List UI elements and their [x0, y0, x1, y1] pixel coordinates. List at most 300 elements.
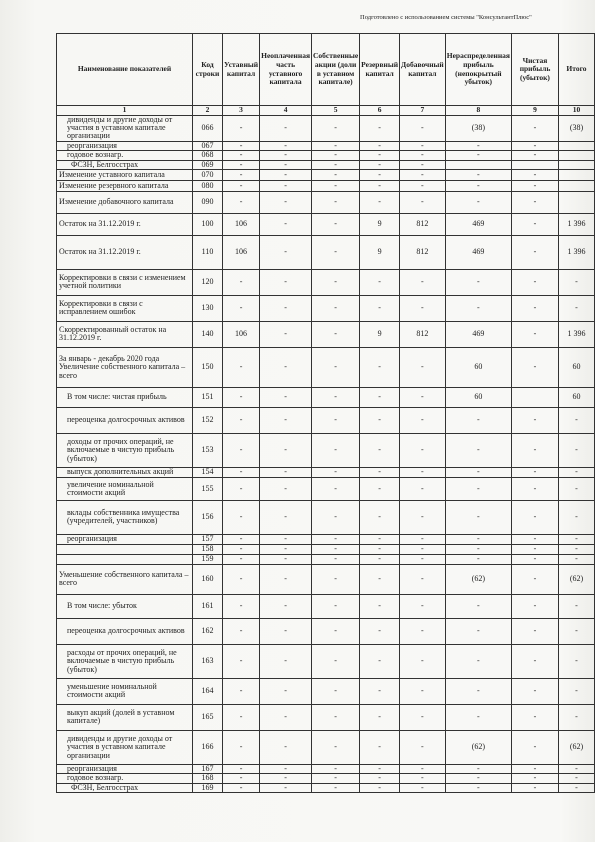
- cell-net-profit: -: [511, 594, 558, 618]
- table-row: [57, 180, 595, 191]
- cell-net-profit: -: [511, 500, 558, 534]
- cell-total: -: [558, 269, 594, 295]
- table-row: [57, 554, 595, 564]
- table-body: [57, 115, 595, 793]
- table-row: [57, 387, 595, 407]
- cell-unpaid-capital: -: [260, 295, 312, 321]
- cell-own-shares: -: [312, 544, 360, 554]
- table-row: [57, 764, 595, 773]
- cell-unpaid-capital: -: [260, 467, 312, 477]
- table-row: [57, 544, 595, 554]
- cell-reserve-capital: -: [360, 115, 400, 141]
- cell-net-profit: -: [511, 433, 558, 467]
- cell-net-profit: -: [511, 764, 558, 773]
- cell-reserve-capital: -: [360, 544, 400, 554]
- column-number-row: [57, 106, 595, 116]
- row-code: 161: [193, 594, 223, 618]
- cell-net-profit: -: [511, 564, 558, 594]
- cell-authorized-capital: -: [223, 169, 260, 180]
- cell-additional-capital: -: [400, 407, 446, 433]
- cell-net-profit: -: [511, 180, 558, 191]
- cell-total: 60: [558, 387, 594, 407]
- cell-unpaid-capital: -: [260, 477, 312, 500]
- table-row: [57, 160, 595, 169]
- cell-unpaid-capital: -: [260, 764, 312, 773]
- cell-unpaid-capital: -: [260, 500, 312, 534]
- cell-net-profit: -: [511, 467, 558, 477]
- row-code: 154: [193, 467, 223, 477]
- cell-additional-capital: -: [400, 594, 446, 618]
- cell-retained-earnings: -: [445, 151, 511, 160]
- cell-own-shares: -: [312, 774, 360, 783]
- row-name: реорганизация: [57, 764, 193, 773]
- table-row: [57, 564, 595, 594]
- row-name: реорганизация: [57, 534, 193, 544]
- cell-reserve-capital: -: [360, 387, 400, 407]
- cell-unpaid-capital: -: [260, 534, 312, 544]
- cell-own-shares: -: [312, 554, 360, 564]
- table-row: [57, 151, 595, 160]
- cell-reserve-capital: -: [360, 564, 400, 594]
- row-code: 157: [193, 534, 223, 544]
- cell-own-shares: -: [312, 160, 360, 169]
- cell-own-shares: -: [312, 704, 360, 730]
- row-name: За январь - декабрь 2020 года Увеличение собственного капитала – всего: [57, 347, 193, 387]
- header-note: Подготовлено с использованием системы "КонсультантПлюс": [360, 14, 532, 21]
- table-row: [57, 433, 595, 467]
- col-number: 3: [223, 106, 260, 116]
- cell-additional-capital: -: [400, 477, 446, 500]
- cell-unpaid-capital: -: [260, 678, 312, 704]
- cell-unpaid-capital: -: [260, 321, 312, 347]
- cell-authorized-capital: -: [223, 151, 260, 160]
- cell-own-shares: -: [312, 269, 360, 295]
- row-name: ФСЗН, Белгосстрах: [57, 160, 193, 169]
- cell-unpaid-capital: -: [260, 160, 312, 169]
- col-header-retained-earnings: Нераспределенная прибыль (непокрытый убыток): [445, 34, 511, 106]
- row-code: 168: [193, 774, 223, 783]
- cell-net-profit: -: [511, 169, 558, 180]
- cell-unpaid-capital: -: [260, 387, 312, 407]
- cell-reserve-capital: 9: [360, 235, 400, 269]
- row-code: 155: [193, 477, 223, 500]
- cell-reserve-capital: -: [360, 500, 400, 534]
- cell-unpaid-capital: -: [260, 141, 312, 150]
- cell-additional-capital: -: [400, 295, 446, 321]
- cell-reserve-capital: -: [360, 160, 400, 169]
- cell-own-shares: -: [312, 500, 360, 534]
- col-header-additional-capital: Добавочный капитал: [400, 34, 446, 106]
- cell-authorized-capital: -: [223, 433, 260, 467]
- cell-net-profit: -: [511, 321, 558, 347]
- row-name: увеличение номинальной стоимости акций: [57, 477, 193, 500]
- cell-total: [558, 160, 594, 169]
- cell-authorized-capital: -: [223, 500, 260, 534]
- cell-retained-earnings: -: [445, 269, 511, 295]
- cell-additional-capital: -: [400, 564, 446, 594]
- cell-unpaid-capital: -: [260, 115, 312, 141]
- row-name: Остаток на 31.12.2019 г.: [57, 213, 193, 235]
- cell-unpaid-capital: -: [260, 730, 312, 764]
- cell-own-shares: -: [312, 213, 360, 235]
- row-name: Изменение уставного капитала: [57, 169, 193, 180]
- cell-retained-earnings: -: [445, 180, 511, 191]
- row-name: Остаток на 31.12.2019 г.: [57, 235, 193, 269]
- cell-total: [558, 180, 594, 191]
- cell-own-shares: -: [312, 594, 360, 618]
- cell-total: -: [558, 594, 594, 618]
- cell-own-shares: -: [312, 235, 360, 269]
- cell-additional-capital: -: [400, 544, 446, 554]
- cell-additional-capital: -: [400, 180, 446, 191]
- table-row: [57, 191, 595, 213]
- cell-total: (38): [558, 115, 594, 141]
- cell-additional-capital: -: [400, 169, 446, 180]
- cell-reserve-capital: -: [360, 180, 400, 191]
- cell-own-shares: -: [312, 407, 360, 433]
- cell-total: [558, 169, 594, 180]
- table-row: [57, 169, 595, 180]
- cell-additional-capital: -: [400, 500, 446, 534]
- cell-retained-earnings: 60: [445, 387, 511, 407]
- row-code: 165: [193, 704, 223, 730]
- cell-total: -: [558, 554, 594, 564]
- row-code: 166: [193, 730, 223, 764]
- cell-reserve-capital: -: [360, 433, 400, 467]
- cell-total: [558, 191, 594, 213]
- cell-own-shares: -: [312, 467, 360, 477]
- table-row: [57, 141, 595, 150]
- cell-authorized-capital: -: [223, 730, 260, 764]
- col-number: 7: [400, 106, 446, 116]
- cell-total: (62): [558, 564, 594, 594]
- col-header-own-shares: Собственные акции (доли в уставном капитале): [312, 34, 360, 106]
- col-number: 6: [360, 106, 400, 116]
- cell-retained-earnings: 60: [445, 347, 511, 387]
- col-number: 10: [558, 106, 594, 116]
- row-name: [57, 544, 193, 554]
- cell-net-profit: -: [511, 295, 558, 321]
- cell-retained-earnings: 469: [445, 321, 511, 347]
- cell-retained-earnings: (38): [445, 115, 511, 141]
- cell-reserve-capital: -: [360, 534, 400, 544]
- cell-authorized-capital: -: [223, 704, 260, 730]
- cell-additional-capital: -: [400, 115, 446, 141]
- cell-authorized-capital: -: [223, 764, 260, 773]
- cell-reserve-capital: -: [360, 678, 400, 704]
- row-name: годовое вознагр.: [57, 151, 193, 160]
- cell-total: -: [558, 618, 594, 644]
- cell-own-shares: -: [312, 564, 360, 594]
- table-row: [57, 407, 595, 433]
- cell-retained-earnings: -: [445, 644, 511, 678]
- table-row: [57, 618, 595, 644]
- cell-unpaid-capital: -: [260, 564, 312, 594]
- cell-own-shares: -: [312, 151, 360, 160]
- cell-own-shares: -: [312, 321, 360, 347]
- row-code: 151: [193, 387, 223, 407]
- row-code: 070: [193, 169, 223, 180]
- row-code: 069: [193, 160, 223, 169]
- cell-authorized-capital: -: [223, 783, 260, 792]
- table-row: [57, 477, 595, 500]
- cell-reserve-capital: -: [360, 594, 400, 618]
- cell-net-profit: [511, 160, 558, 169]
- cell-reserve-capital: -: [360, 477, 400, 500]
- cell-authorized-capital: -: [223, 477, 260, 500]
- cell-additional-capital: 812: [400, 213, 446, 235]
- cell-additional-capital: -: [400, 783, 446, 792]
- row-name: [57, 554, 193, 564]
- cell-additional-capital: -: [400, 160, 446, 169]
- row-name: Корректировки в связи с исправлением ошибок: [57, 295, 193, 321]
- cell-reserve-capital: -: [360, 618, 400, 644]
- cell-reserve-capital: -: [360, 169, 400, 180]
- col-header-total: Итого: [558, 34, 594, 106]
- row-name: Изменение резервного капитала: [57, 180, 193, 191]
- col-header-net-profit: Чистая прибыль (убыток): [511, 34, 558, 106]
- col-number: 5: [312, 106, 360, 116]
- cell-authorized-capital: 106: [223, 213, 260, 235]
- row-code: 169: [193, 783, 223, 792]
- cell-authorized-capital: -: [223, 295, 260, 321]
- cell-authorized-capital: -: [223, 534, 260, 544]
- cell-total: -: [558, 534, 594, 544]
- cell-authorized-capital: -: [223, 618, 260, 644]
- cell-net-profit: -: [511, 704, 558, 730]
- cell-authorized-capital: -: [223, 467, 260, 477]
- cell-total: [558, 151, 594, 160]
- cell-unpaid-capital: -: [260, 213, 312, 235]
- row-name: вклады собственника имущества (учредителей, участников): [57, 500, 193, 534]
- cell-retained-earnings: -: [445, 594, 511, 618]
- cell-own-shares: -: [312, 534, 360, 544]
- cell-retained-earnings: -: [445, 544, 511, 554]
- table-row: [57, 347, 595, 387]
- cell-reserve-capital: 9: [360, 213, 400, 235]
- cell-net-profit: -: [511, 783, 558, 792]
- cell-own-shares: -: [312, 295, 360, 321]
- row-code: 120: [193, 269, 223, 295]
- cell-retained-earnings: [445, 160, 511, 169]
- cell-total: -: [558, 678, 594, 704]
- cell-own-shares: -: [312, 477, 360, 500]
- cell-retained-earnings: -: [445, 141, 511, 150]
- table-row: [57, 774, 595, 783]
- cell-authorized-capital: -: [223, 191, 260, 213]
- table-row: [57, 678, 595, 704]
- cell-net-profit: -: [511, 544, 558, 554]
- cell-authorized-capital: -: [223, 564, 260, 594]
- cell-total: -: [558, 783, 594, 792]
- cell-own-shares: -: [312, 387, 360, 407]
- row-code: 158: [193, 544, 223, 554]
- cell-additional-capital: 812: [400, 321, 446, 347]
- cell-retained-earnings: -: [445, 477, 511, 500]
- cell-net-profit: -: [511, 235, 558, 269]
- table-row: [57, 704, 595, 730]
- cell-own-shares: -: [312, 141, 360, 150]
- row-name: годовое вознагр.: [57, 774, 193, 783]
- cell-retained-earnings: 469: [445, 213, 511, 235]
- row-code: 130: [193, 295, 223, 321]
- cell-total: -: [558, 544, 594, 554]
- cell-reserve-capital: -: [360, 783, 400, 792]
- cell-retained-earnings: -: [445, 433, 511, 467]
- cell-unpaid-capital: -: [260, 191, 312, 213]
- row-code: 110: [193, 235, 223, 269]
- cell-own-shares: -: [312, 783, 360, 792]
- cell-reserve-capital: -: [360, 704, 400, 730]
- cell-retained-earnings: -: [445, 295, 511, 321]
- cell-additional-capital: -: [400, 151, 446, 160]
- cell-unpaid-capital: -: [260, 407, 312, 433]
- cell-authorized-capital: -: [223, 544, 260, 554]
- cell-retained-earnings: (62): [445, 730, 511, 764]
- cell-authorized-capital: -: [223, 594, 260, 618]
- row-code: 162: [193, 618, 223, 644]
- cell-additional-capital: -: [400, 347, 446, 387]
- row-code: 167: [193, 764, 223, 773]
- cell-authorized-capital: -: [223, 115, 260, 141]
- cell-reserve-capital: -: [360, 774, 400, 783]
- col-number: 4: [260, 106, 312, 116]
- cell-total: -: [558, 467, 594, 477]
- row-code: 068: [193, 151, 223, 160]
- cell-unpaid-capital: -: [260, 554, 312, 564]
- table-row: [57, 269, 595, 295]
- cell-retained-earnings: -: [445, 467, 511, 477]
- cell-additional-capital: -: [400, 618, 446, 644]
- cell-additional-capital: -: [400, 141, 446, 150]
- cell-authorized-capital: -: [223, 180, 260, 191]
- cell-reserve-capital: -: [360, 467, 400, 477]
- cell-unpaid-capital: -: [260, 235, 312, 269]
- cell-own-shares: -: [312, 644, 360, 678]
- col-header-name: Наименование показателей: [57, 34, 193, 106]
- cell-net-profit: -: [511, 554, 558, 564]
- cell-net-profit: -: [511, 151, 558, 160]
- col-number: 1: [57, 106, 193, 116]
- cell-retained-earnings: -: [445, 774, 511, 783]
- cell-reserve-capital: -: [360, 141, 400, 150]
- cell-authorized-capital: -: [223, 141, 260, 150]
- row-name: В том числе: чистая прибыль: [57, 387, 193, 407]
- table-row: [57, 730, 595, 764]
- cell-retained-earnings: -: [445, 554, 511, 564]
- cell-own-shares: -: [312, 191, 360, 213]
- cell-authorized-capital: -: [223, 160, 260, 169]
- row-code: 156: [193, 500, 223, 534]
- cell-additional-capital: -: [400, 704, 446, 730]
- cell-unpaid-capital: -: [260, 618, 312, 644]
- table-row: [57, 295, 595, 321]
- row-code: 067: [193, 141, 223, 150]
- cell-own-shares: -: [312, 347, 360, 387]
- row-code: 153: [193, 433, 223, 467]
- table-row: [57, 500, 595, 534]
- table-row: [57, 115, 595, 141]
- cell-total: -: [558, 500, 594, 534]
- cell-unpaid-capital: -: [260, 347, 312, 387]
- cell-unpaid-capital: -: [260, 644, 312, 678]
- cell-retained-earnings: (62): [445, 564, 511, 594]
- cell-unpaid-capital: -: [260, 783, 312, 792]
- cell-total: -: [558, 433, 594, 467]
- col-header-authorized-capital: Уставный капитал: [223, 34, 260, 106]
- cell-own-shares: -: [312, 618, 360, 644]
- row-name: переоценка долгосрочных активов: [57, 618, 193, 644]
- cell-total: -: [558, 477, 594, 500]
- row-code: 159: [193, 554, 223, 564]
- table-row: [57, 534, 595, 544]
- cell-net-profit: -: [511, 141, 558, 150]
- cell-total: [558, 141, 594, 150]
- cell-reserve-capital: -: [360, 644, 400, 678]
- row-name: Корректировки в связи с изменением учетной политики: [57, 269, 193, 295]
- cell-retained-earnings: -: [445, 678, 511, 704]
- col-header-code: Код строки: [193, 34, 223, 106]
- cell-net-profit: -: [511, 774, 558, 783]
- cell-net-profit: -: [511, 407, 558, 433]
- cell-total: -: [558, 407, 594, 433]
- cell-unpaid-capital: -: [260, 704, 312, 730]
- table-row: [57, 594, 595, 618]
- col-header-reserve-capital: Резервный капитал: [360, 34, 400, 106]
- cell-net-profit: -: [511, 618, 558, 644]
- row-code: 140: [193, 321, 223, 347]
- cell-authorized-capital: -: [223, 554, 260, 564]
- cell-additional-capital: -: [400, 678, 446, 704]
- cell-own-shares: -: [312, 764, 360, 773]
- cell-own-shares: -: [312, 180, 360, 191]
- table-row: [57, 235, 595, 269]
- cell-total: 1 396: [558, 321, 594, 347]
- table-row: [57, 467, 595, 477]
- cell-reserve-capital: -: [360, 151, 400, 160]
- cell-total: -: [558, 704, 594, 730]
- cell-additional-capital: -: [400, 764, 446, 773]
- cell-total: (62): [558, 730, 594, 764]
- cell-retained-earnings: -: [445, 534, 511, 544]
- cell-additional-capital: -: [400, 730, 446, 764]
- col-number: 2: [193, 106, 223, 116]
- cell-reserve-capital: -: [360, 347, 400, 387]
- cell-own-shares: -: [312, 433, 360, 467]
- cell-net-profit: -: [511, 191, 558, 213]
- row-name: дивиденды и другие доходы от участия в уставном капитале организации: [57, 730, 193, 764]
- cell-reserve-capital: -: [360, 764, 400, 773]
- cell-additional-capital: 812: [400, 235, 446, 269]
- cell-own-shares: -: [312, 115, 360, 141]
- row-code: 090: [193, 191, 223, 213]
- cell-reserve-capital: -: [360, 295, 400, 321]
- cell-authorized-capital: 106: [223, 235, 260, 269]
- cell-additional-capital: -: [400, 433, 446, 467]
- cell-retained-earnings: -: [445, 618, 511, 644]
- row-code: 080: [193, 180, 223, 191]
- cell-net-profit: -: [511, 213, 558, 235]
- row-code: 066: [193, 115, 223, 141]
- cell-retained-earnings: -: [445, 500, 511, 534]
- cell-authorized-capital: 106: [223, 321, 260, 347]
- cell-additional-capital: -: [400, 774, 446, 783]
- cell-unpaid-capital: -: [260, 433, 312, 467]
- cell-authorized-capital: -: [223, 387, 260, 407]
- cell-net-profit: -: [511, 644, 558, 678]
- cell-additional-capital: -: [400, 387, 446, 407]
- col-header-unpaid-capital: Неоплаченная часть уставного капитала: [260, 34, 312, 106]
